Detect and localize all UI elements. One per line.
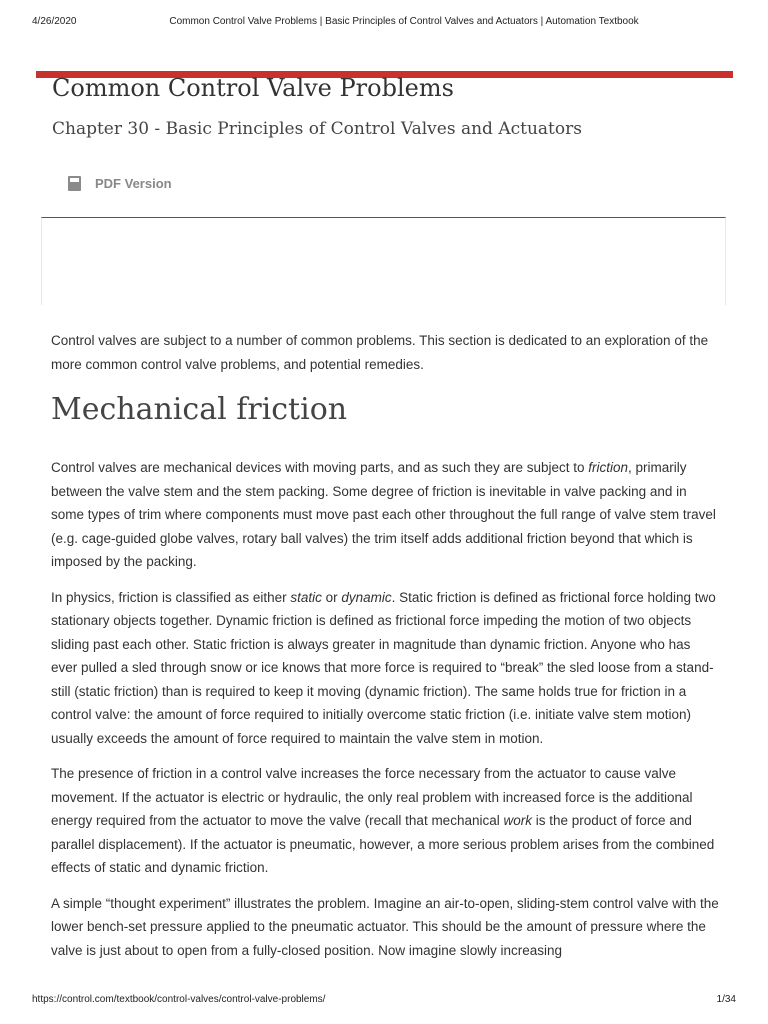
pdf-version-label: PDF Version xyxy=(95,175,172,191)
paragraph-1: Control valves are mechanical devices with moving parts, and as such they are subject to friction, primarily between the valve stem and the stem packing. Some degree of friction is inevitable in valve packing and in some types of trim where components must move past each other throughout the full range of valve stem travel (e.g. cage-guided globe valves, rotary ball valves) the trim itself adds additional friction beyond that which is imposed by the packing. xyxy=(51,460,716,569)
paragraph-4: A simple “thought experiment” illustrates the problem. Imagine an air-to-open, sliding-stem control valve with the lower bench-set pressure applied to the pneumatic actuator. This should be the amount of pressure where the valve is just about to open from a fully-closed position. Now imagine slowly increasing xyxy=(51,895,719,958)
page-title: Common Control Valve Problems xyxy=(52,74,454,102)
section-heading: Mechanical friction xyxy=(51,392,348,427)
print-document-title: Common Control Valve Problems | Basic Principles of Control Valves and Actuators | Automation Textbook xyxy=(169,16,639,27)
paragraph-3: The presence of friction in a control valve increases the force necessary from the actuator to cause valve movement. If the actuator is electric or hydraulic, the only real problem with increased force is the additional energy required from the actuator to move the valve (recall that mechanical work is the product of force and parallel displacement). If the actuator is pneumatic, however, a more serious problem arises from the combined effects of static and dynamic friction. xyxy=(51,766,715,875)
pdf-icon xyxy=(68,176,81,191)
page-url: https://control.com/textbook/control-valves/control-valve-problems/ xyxy=(32,994,326,1005)
intro-paragraph: Control valves are subject to a number of common problems. This section is dedicated to an exploration of the more common control valve problems, and potential remedies. xyxy=(51,333,709,372)
article-body xyxy=(51,329,719,974)
print-header xyxy=(0,16,768,32)
ad-placeholder xyxy=(41,217,726,305)
chapter-subtitle: Chapter 30 - Basic Principles of Control Valves and Actuators xyxy=(52,119,582,139)
page-number: 1/34 xyxy=(716,994,736,1005)
pdf-version-link[interactable] xyxy=(68,174,172,192)
print-date: 4/26/2020 xyxy=(32,16,77,27)
print-footer xyxy=(0,994,768,1010)
paragraph-2: In physics, friction is classified as either static or dynamic. Static friction is defined as frictional force holding two stationary objects together. Dynamic friction is defined as frictional force impeding the motion of two objects sliding past each other. Static friction is always greater in magnitude than dynamic friction. Anyone who has ever pulled a sled through snow or ice knows that more force is required to “break” the sled loose from a stand-still (static friction) than is required to keep it moving (dynamic friction). The same holds true for friction in a control valve: the amount of force required to initially overcome static friction (i.e. initiate valve stem motion) usually exceeds the amount of force required to maintain the valve stem in motion. xyxy=(51,589,716,746)
